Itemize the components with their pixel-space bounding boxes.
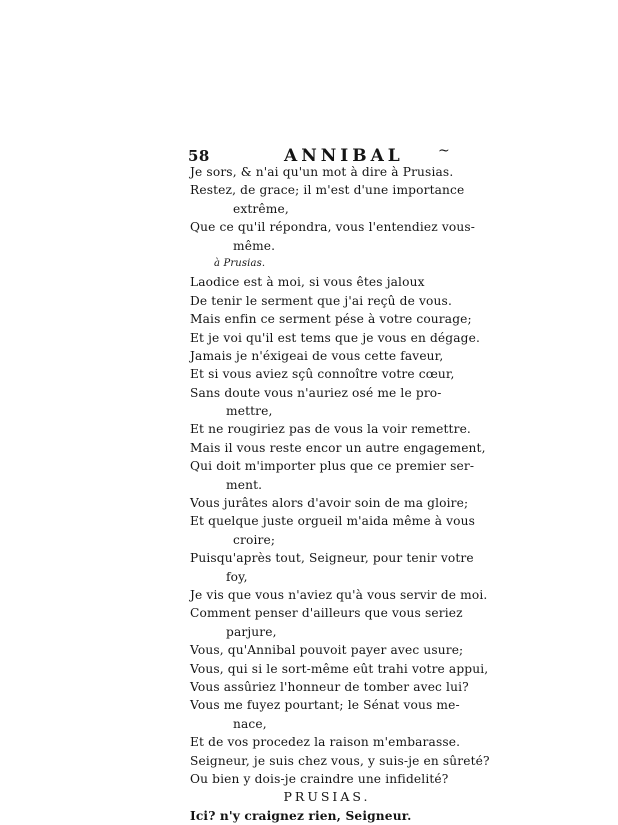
header-mark: ~ bbox=[438, 143, 450, 159]
verse-line: Restez, de grace; il m'est d'une importance bbox=[190, 183, 465, 198]
verse-line-continuation: foy, bbox=[226, 569, 248, 584]
verse-line: Que ce qu'il répondra, vous l'entendiez vous- bbox=[190, 220, 476, 235]
verse-line: Ici? n'y craignez rien, Seigneur. bbox=[190, 808, 412, 823]
verse-line: Je vis que vous n'aviez qu'à vous servir de moi. bbox=[190, 587, 488, 602]
verse-line-continuation: parjure, bbox=[226, 624, 277, 639]
verse-line: Et si vous aviez sçû connoître votre cœur, bbox=[190, 367, 455, 382]
verse-line: Mais enfin ce serment pése à votre courage; bbox=[190, 312, 472, 327]
verse-line: Et je voi qu'il est tems que je vous en dégage. bbox=[190, 330, 480, 345]
verse-line: Et ne rougiriez pas de vous la voir remettre. bbox=[190, 422, 471, 437]
verse-line: Ou bien y dois-je craindre une infidelité? bbox=[190, 771, 449, 786]
verse-line-continuation: extrême, bbox=[233, 201, 289, 216]
verse-line-continuation: mettre, bbox=[226, 404, 273, 419]
verse-line: Vous, qui si le sort-même eût trahi votre appui, bbox=[190, 661, 489, 676]
stage-direction: à Prusias. bbox=[214, 257, 266, 269]
verse-text bbox=[190, 163, 490, 825]
verse-line: Vous assûriez l'honneur de tomber avec lui? bbox=[190, 679, 469, 694]
verse-line: Vous jurâtes alors d'avoir soin de ma gloire; bbox=[190, 496, 469, 511]
verse-line: Mais il vous reste encor un autre engagement, bbox=[190, 440, 486, 455]
verse-line: Et de vos procedez la raison m'embarasse. bbox=[190, 735, 461, 750]
verse-line: Je sors, & n'ai qu'un mot à dire à Prusias. bbox=[190, 165, 454, 179]
verse-line: De tenir le serment que j'ai reçû de vous. bbox=[190, 293, 452, 308]
verse-line: Laodice est à moi, si vous êtes jaloux bbox=[190, 275, 425, 290]
verse-line: Et quelque juste orgueil m'aida même à vous bbox=[190, 514, 476, 529]
verse-line-continuation: croire; bbox=[233, 532, 276, 547]
verse-line: Qui doit m'importer plus que ce premier ser- bbox=[190, 459, 475, 474]
verse-line: Comment penser d'ailleurs que vous seriez bbox=[190, 606, 463, 621]
verse-line: Vous, qu'Annibal pouvoit payer avec usure; bbox=[190, 643, 464, 658]
verse-line: Jamais je n'éxigeai de vous cette faveur, bbox=[190, 348, 444, 363]
verse-line-continuation: même. bbox=[233, 238, 276, 253]
speaker-name: PRUSIAS. bbox=[283, 789, 371, 805]
running-title: ANNIBAL bbox=[284, 146, 404, 166]
verse-line: Vous me fuyez pourtant; le Sénat vous me- bbox=[190, 698, 460, 713]
page-number: 58 bbox=[188, 147, 210, 165]
verse-line: Sans doute vous n'auriez osé me le pro- bbox=[190, 385, 442, 400]
verse-line-continuation: ment. bbox=[226, 477, 263, 492]
verse-line: Puisqu'après tout, Seigneur, pour tenir votre bbox=[190, 551, 474, 566]
verse-line-continuation: nace, bbox=[233, 716, 267, 731]
verse-line: Seigneur, je suis chez vous, y suis-je en sûreté? bbox=[190, 753, 490, 768]
